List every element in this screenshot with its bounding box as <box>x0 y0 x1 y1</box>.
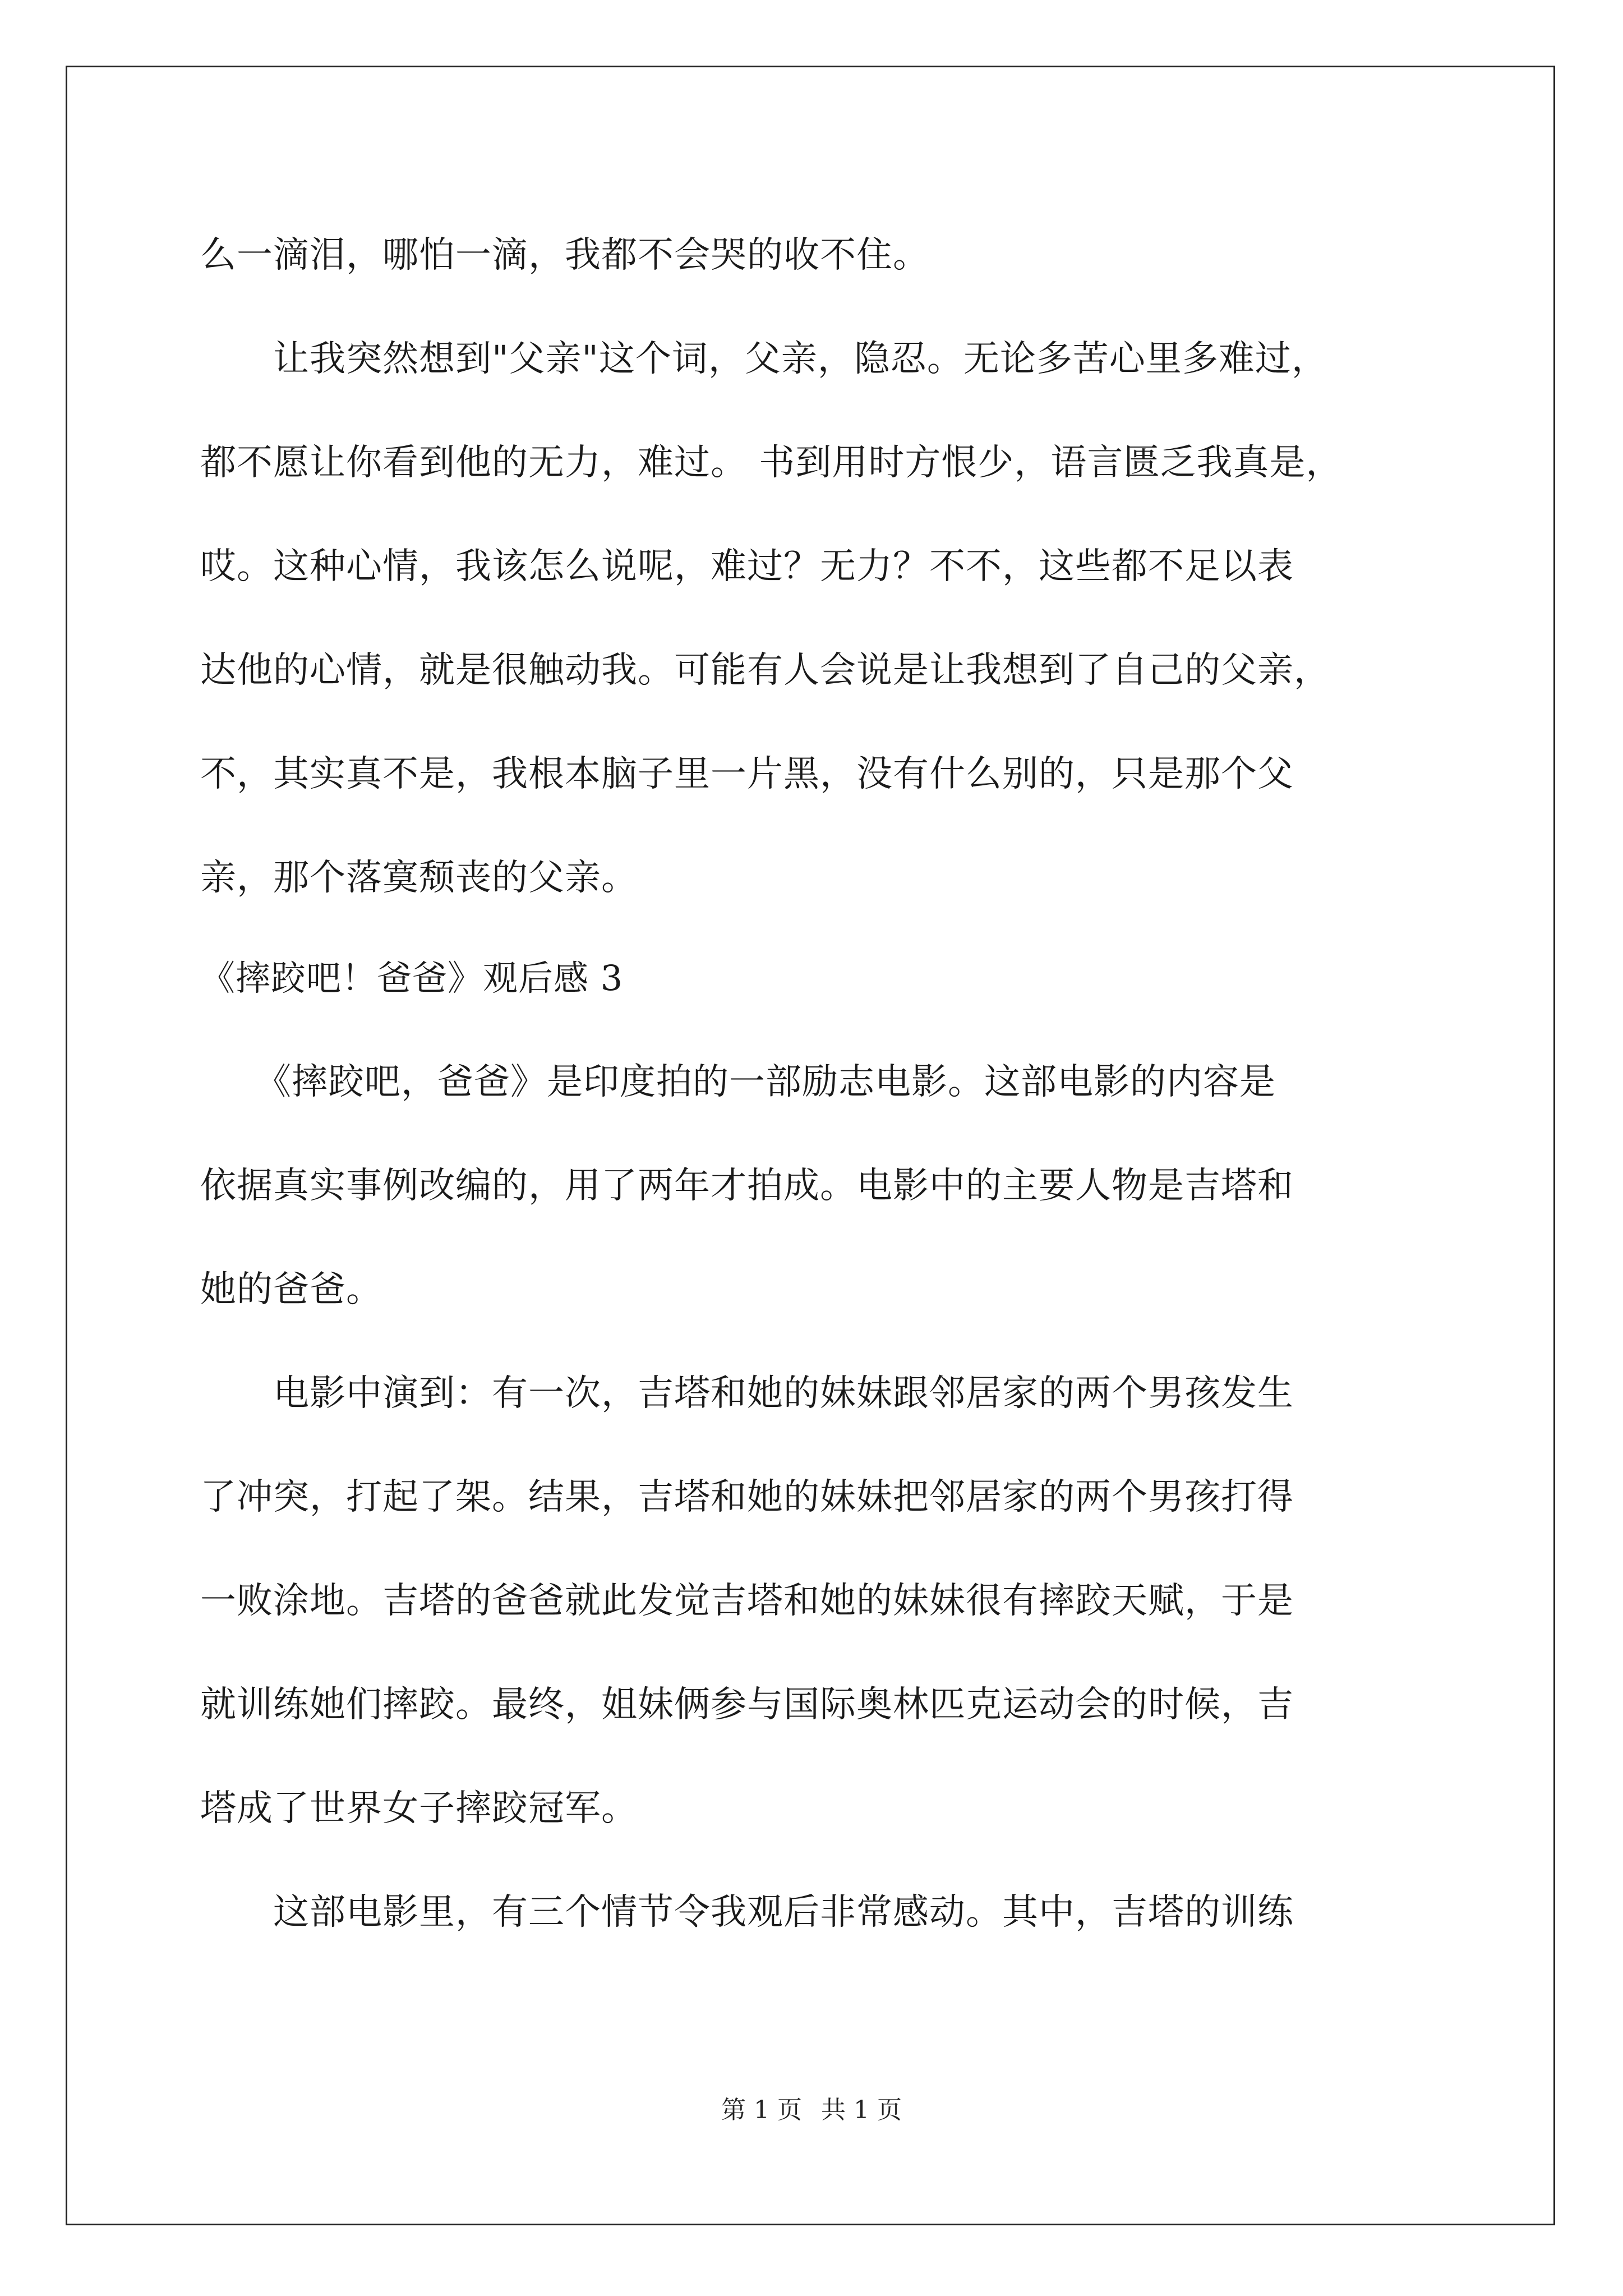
text-line: 塔成了世界女子摔跤冠军。 <box>200 1788 638 1829</box>
text-line: 了冲突，打起了架。结果，吉塔和她的妹妹把邻居家的两个男孩打得 <box>200 1476 1294 1518</box>
text-line: 这部电影里，有三个情节令我观后非常感动。其中，吉塔的训练 <box>200 1892 1294 1933</box>
page-number: 第 1 页 <box>721 2096 802 2124</box>
text-line: 不，其实真不是，我根本脑子里一片黑，没有什么别的，只是那个父 <box>200 753 1294 795</box>
text-line: 让我突然想到"父亲"这个词，父亲，隐忍。无论多苦心里多难过， <box>200 338 1328 380</box>
text-line: 就训练她们摔跤。最终，姐妹俩参与国际奥林匹克运动会的时候，吉 <box>200 1684 1294 1726</box>
page-footer <box>0 2093 1623 2127</box>
text-line: 一败涂地。吉塔的爸爸就此发觉吉塔和她的妹妹很有摔跤天赋，于是 <box>200 1580 1294 1622</box>
text-line: 哎。这种心情，我该怎么说呢，难过？无力？不不，这些都不足以表 <box>200 546 1294 587</box>
text-line: 么一滴泪，哪怕一滴，我都不会哭的收不住。 <box>200 234 929 276</box>
text-line: 《摔跤吧，爸爸》是印度拍的一部励志电影。这部电影的内容是 <box>200 1061 1276 1103</box>
page-total: 共 1 页 <box>821 2096 902 2124</box>
text-line: 达他的心情，就是很触动我。可能有人会说是让我想到了自己的父亲， <box>200 650 1330 691</box>
text-line: 亲，那个落寞颓丧的父亲。 <box>200 857 638 899</box>
text-line: 都不愿让你看到他的无力，难过。 书到用时方恨少，语言匮乏我真是， <box>200 442 1343 484</box>
text-line: 电影中演到：有一次，吉塔和她的妹妹跟邻居家的两个男孩发生 <box>200 1373 1294 1414</box>
text-line: 依据真实事例改编的，用了两年才拍成。电影中的主要人物是吉塔和 <box>200 1165 1294 1207</box>
section-heading: 《摔跤吧！爸爸》观后感 3 <box>200 958 624 999</box>
text-line: 她的爸爸。 <box>200 1269 382 1310</box>
